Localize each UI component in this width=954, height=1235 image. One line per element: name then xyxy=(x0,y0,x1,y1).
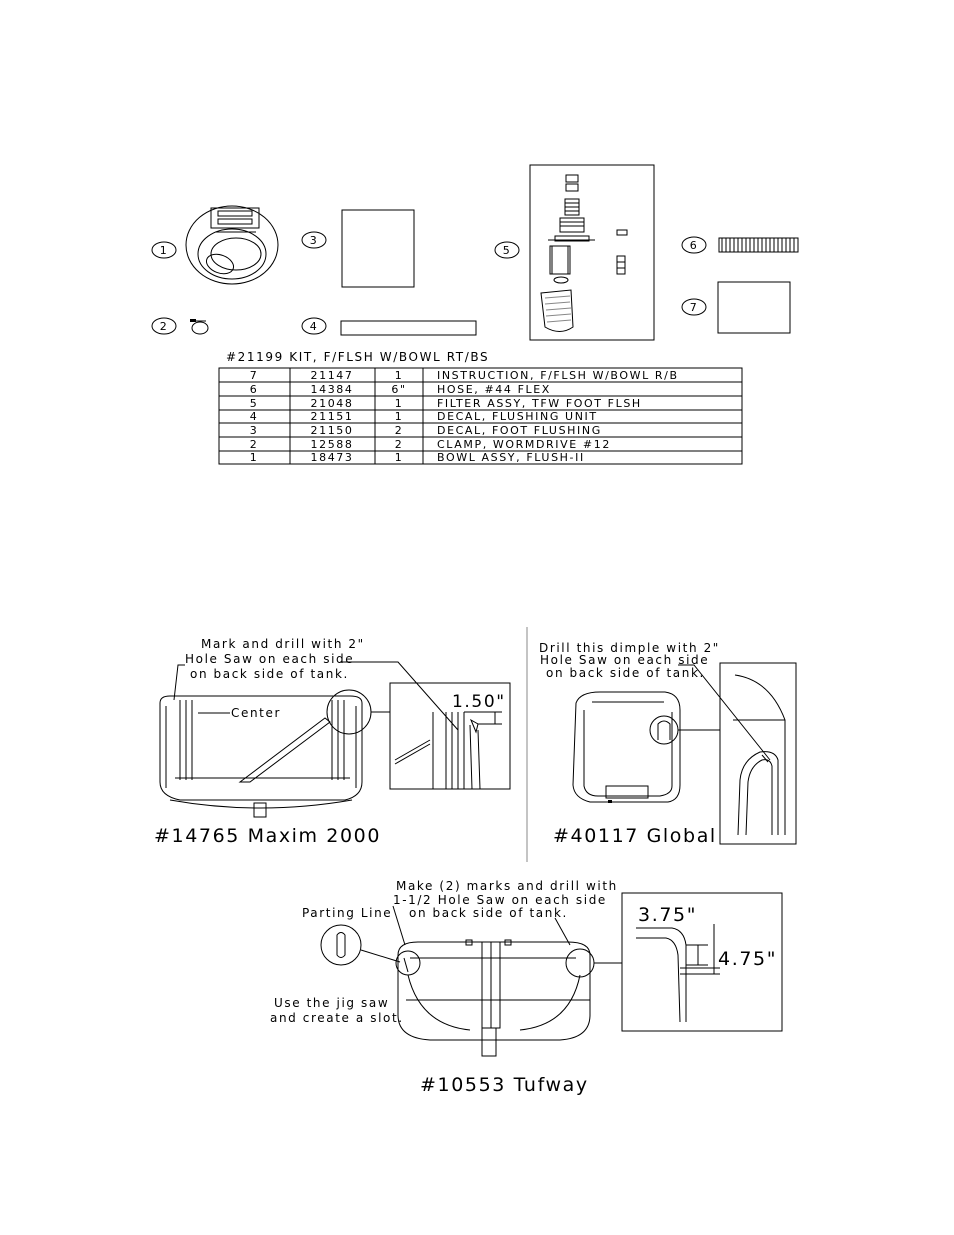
svg-text:1: 1 xyxy=(394,369,404,382)
jig-note-line: and create a slot. xyxy=(270,1011,404,1025)
svg-text:7: 7 xyxy=(689,301,699,314)
svg-text:6": 6" xyxy=(391,383,407,396)
tufway-tank-drawing xyxy=(396,940,594,1056)
parts-list-table xyxy=(219,350,742,464)
global-caption: #40117 Global xyxy=(553,825,717,847)
maxim-2000-section xyxy=(154,637,510,847)
balloon-2 xyxy=(152,318,176,334)
dimension-a-label: 3.75" xyxy=(638,904,698,926)
svg-text:21151: 21151 xyxy=(310,410,354,423)
svg-text:6: 6 xyxy=(689,239,699,252)
svg-text:21048: 21048 xyxy=(310,397,354,410)
table-row xyxy=(250,369,679,382)
balloon-3 xyxy=(302,232,326,248)
svg-text:2: 2 xyxy=(159,320,169,333)
svg-text:12588: 12588 xyxy=(310,438,354,451)
table-row xyxy=(250,424,602,437)
svg-text:1: 1 xyxy=(394,410,404,423)
svg-text:21150: 21150 xyxy=(310,424,354,437)
global-note-line: on back side of tank. xyxy=(546,666,705,680)
global-section xyxy=(539,641,796,847)
global-note-line: Drill this dimple with 2" xyxy=(539,641,720,655)
svg-text:2: 2 xyxy=(249,438,259,451)
svg-text:1: 1 xyxy=(249,451,259,464)
tufway-note-line: on back side of tank. xyxy=(409,906,568,920)
bowl-part-drawing xyxy=(186,206,278,284)
global-tank-drawing xyxy=(573,692,680,803)
svg-text:18473: 18473 xyxy=(310,451,354,464)
maxim-note-line: Mark and drill with 2" xyxy=(201,637,365,651)
svg-text:4: 4 xyxy=(249,410,259,423)
svg-text:2: 2 xyxy=(394,424,404,437)
svg-text:3: 3 xyxy=(249,424,259,437)
foot-flushing-decal-drawing xyxy=(342,210,414,287)
svg-text:21147: 21147 xyxy=(310,369,354,382)
svg-text:DECAL, FLUSHING UNIT: DECAL, FLUSHING UNIT xyxy=(437,410,598,423)
table-row xyxy=(250,383,551,396)
svg-text:1: 1 xyxy=(394,451,404,464)
svg-text:FILTER ASSY, TFW FOOT FLSH: FILTER ASSY, TFW FOOT FLSH xyxy=(437,397,642,410)
tufway-caption: #10553 Tufway xyxy=(420,1074,589,1096)
balloon-5 xyxy=(495,242,519,258)
balloon-1 xyxy=(152,242,176,258)
svg-text:7: 7 xyxy=(249,369,259,382)
svg-text:14384: 14384 xyxy=(310,383,354,396)
svg-text:4: 4 xyxy=(309,320,319,333)
table-row xyxy=(250,410,598,423)
svg-text:3: 3 xyxy=(309,234,319,247)
table-row xyxy=(250,438,611,451)
svg-text:5: 5 xyxy=(249,397,259,410)
maxim-note-line: on back side of tank. xyxy=(190,667,349,681)
balloon-7 xyxy=(682,299,706,315)
parts-figure xyxy=(152,165,798,340)
svg-text:INSTRUCTION, F/FLSH W/BOWL R/B: INSTRUCTION, F/FLSH W/BOWL R/B xyxy=(437,369,679,382)
svg-text:BOWL ASSY, FLUSH-II: BOWL ASSY, FLUSH-II xyxy=(437,451,585,464)
svg-text:HOSE, #44 FLEX: HOSE, #44 FLEX xyxy=(437,383,551,396)
instruction-sheet-drawing xyxy=(718,282,790,333)
tufway-section xyxy=(270,879,782,1096)
svg-text:5: 5 xyxy=(502,244,512,257)
balloon-4 xyxy=(302,318,326,334)
maxim-dimension-label: 1.50" xyxy=(452,692,506,712)
slot-detail-circle xyxy=(321,925,400,965)
kit-title: #21199 KIT, F/FLSH W/BOWL RT/BS xyxy=(226,350,490,364)
maxim-caption: #14765 Maxim 2000 xyxy=(154,825,382,847)
svg-text:2: 2 xyxy=(394,438,404,451)
balloon-6 xyxy=(682,237,706,253)
tufway-note-line: 1-1/2 Hole Saw on each side xyxy=(393,893,607,907)
filter-assembly-drawing xyxy=(530,165,654,340)
global-detail-view xyxy=(720,663,796,844)
global-note-line: Hole Saw on each side xyxy=(540,653,710,667)
svg-text:DECAL, FOOT FLUSHING: DECAL, FOOT FLUSHING xyxy=(437,424,602,437)
svg-text:CLAMP, WORMDRIVE #12: CLAMP, WORMDRIVE #12 xyxy=(437,438,611,451)
svg-text:1: 1 xyxy=(394,397,404,410)
parting-line-label: Parting Line xyxy=(302,906,393,920)
flushing-unit-decal-drawing xyxy=(341,321,476,335)
dimension-b-label: 4.75" xyxy=(718,948,778,970)
table-row xyxy=(250,397,642,410)
flex-hose-drawing xyxy=(719,238,798,252)
table-row xyxy=(250,451,585,464)
clamp-part-drawing xyxy=(190,319,208,334)
maxim-note-line: Hole Saw on each side xyxy=(185,652,355,666)
center-label: Center xyxy=(231,706,281,720)
jig-note-line: Use the jig saw xyxy=(274,996,390,1010)
svg-text:6: 6 xyxy=(249,383,259,396)
svg-text:1: 1 xyxy=(159,244,169,257)
tufway-note-line: Make (2) marks and drill with xyxy=(396,879,618,893)
